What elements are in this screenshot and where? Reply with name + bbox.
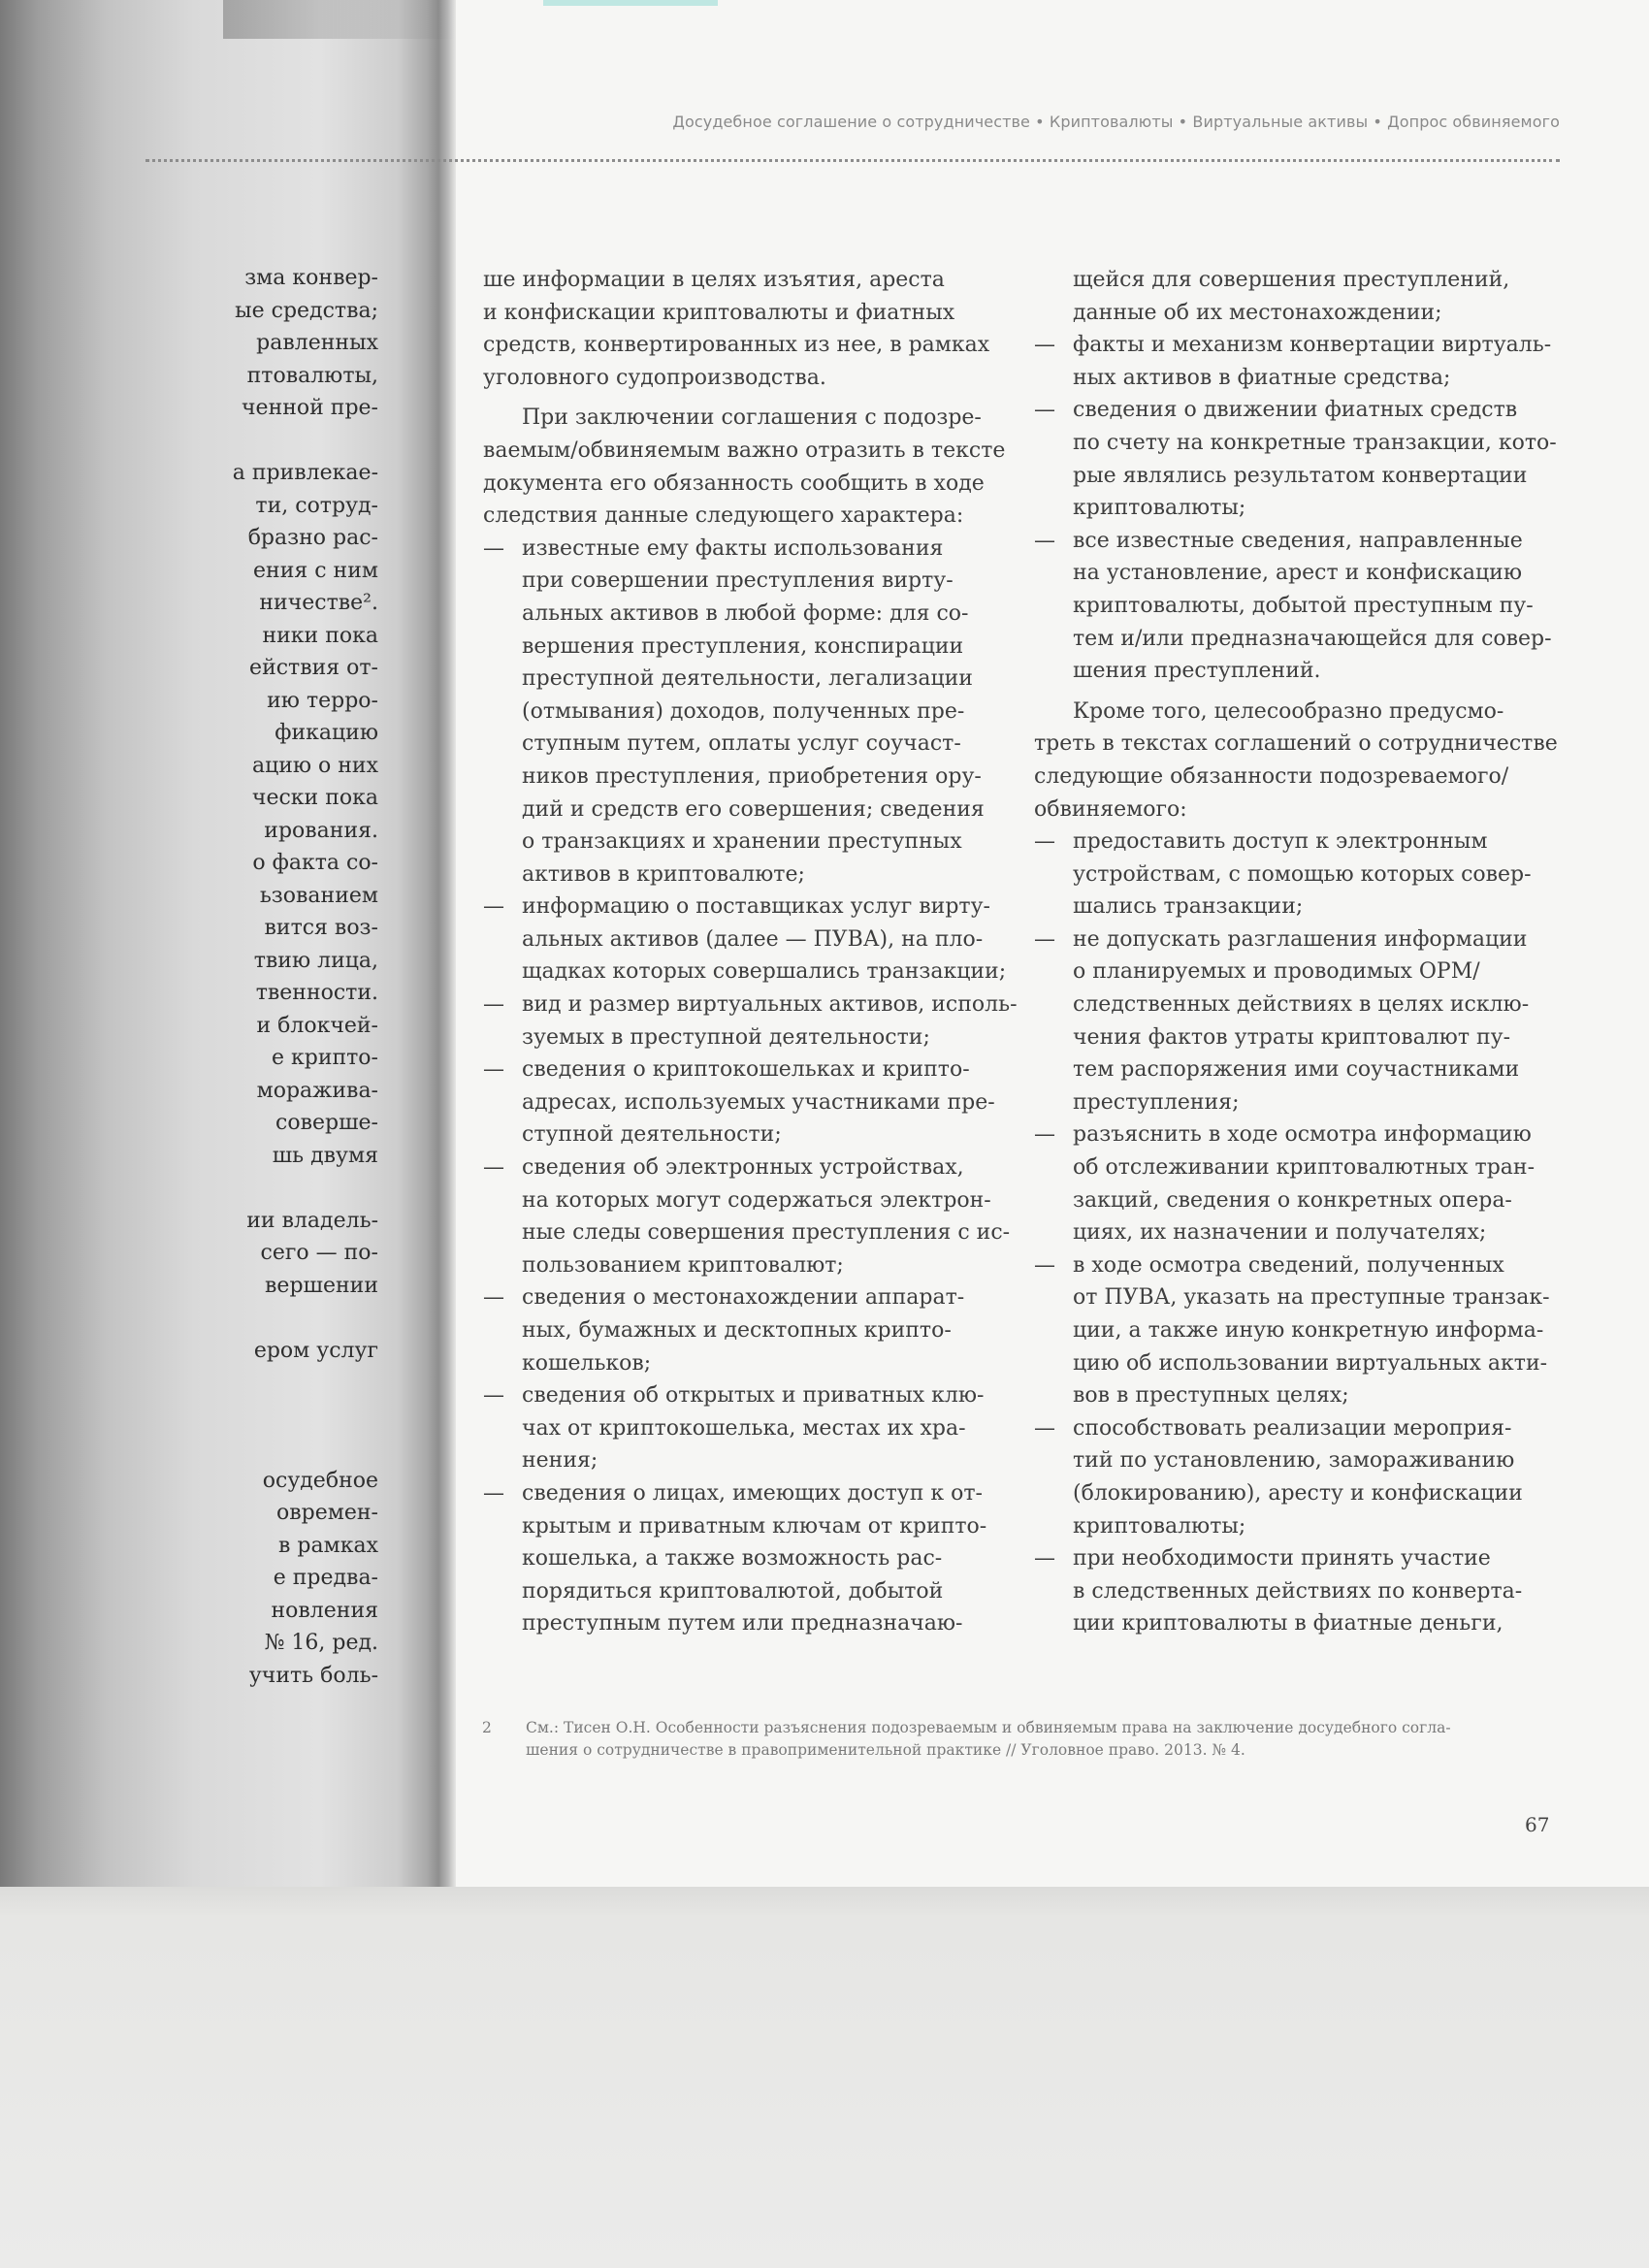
left-page-fragment: № 16, ред. [264, 1631, 378, 1655]
list-item [483, 533, 1007, 891]
page-number: 67 [1525, 1813, 1550, 1836]
text-line: Кроме того, целесообразно предусмо- [1073, 698, 1504, 724]
text-line: преступным путем или предназначаю- [522, 1611, 963, 1636]
left-page-fragment: ействия от- [249, 656, 378, 680]
text-line: тем распоряжения ими соучастниками [1073, 1057, 1520, 1083]
left-page-fragment [213, 1302, 378, 1335]
text-line: — предоставить доступ к электронным [1034, 826, 1563, 859]
footnote [482, 1717, 1564, 1762]
left-page-fragment: мораживa- [256, 1078, 378, 1103]
text-line: — вид и размер виртуальных активов, исполь- [483, 988, 1007, 1021]
text-line: на которых могут содержаться электрон- [522, 1187, 991, 1213]
text-line: ступной деятельности; [522, 1122, 782, 1148]
text-line: средств, конвертированных из нее, в рамках [483, 333, 990, 358]
text-line: — факты и механизм конвертации виртуаль- [1034, 329, 1563, 362]
text-line: — при необходимости принять участие [1034, 1542, 1563, 1575]
left-page-fragment: сего — по- [260, 1241, 378, 1265]
list-item [483, 1053, 1007, 1151]
left-page-fragment [213, 1172, 378, 1205]
text-line: ваемым/обвиняемым важно отразить в тексте [483, 437, 1006, 463]
left-page-fragment: овремен- [276, 1501, 378, 1525]
footnote-number: 2 [482, 1719, 492, 1736]
text-line: документа его обязанность сообщить в ходе [483, 470, 985, 496]
paragraph-continued [483, 264, 1007, 394]
left-page-fragment: ники пока [262, 623, 378, 648]
text-line: чах от криптокошелька, местах их хра- [522, 1415, 966, 1441]
text-line: шения преступлений. [1073, 659, 1321, 684]
left-page-fragment: а привлекае- [232, 461, 378, 485]
left-page-fragment: шь двумя [272, 1143, 378, 1168]
list-item [1034, 394, 1563, 524]
header-accent-tab [543, 0, 718, 6]
text-line: — не допускать разглашения информации [1034, 923, 1563, 956]
left-page-fragment: фикацию [275, 721, 378, 745]
header-dotted-rule [146, 159, 1560, 162]
text-line: — способствовать реализации мероприя- [1034, 1412, 1563, 1445]
text-line: в следственных действиях по конверта- [1073, 1578, 1523, 1604]
text-line: тий по установлению, замораживанию [1073, 1448, 1515, 1474]
footnote-text-line-1: См.: Тисен О.Н. Особенности разъяснения подозреваемым и обвиняемым права на заключение досудебного согла- [526, 1719, 1451, 1736]
text-line: на установление, арест и конфискацию [1073, 561, 1522, 586]
text-line: закций, сведения о конкретных опера- [1073, 1187, 1512, 1213]
text-line: крытым и приватным ключам от крипто- [522, 1513, 987, 1539]
footnote-text-line-2: шения о сотрудничестве в правоприменительной практике // Уголовное право. 2013. № 4. [526, 1741, 1245, 1759]
text-line: ше информации в целях изъятия, ареста [483, 268, 945, 292]
text-line: щадках которых совершались транзакции; [522, 959, 1007, 985]
text-column-2 [1034, 264, 1563, 1640]
text-line: (блокированию), аресту и конфискации [1073, 1480, 1523, 1506]
list-item [1034, 1118, 1563, 1248]
text-line: дий и средств его совершения; сведения [522, 796, 985, 822]
list-item [1034, 1412, 1563, 1542]
text-line: нения; [522, 1448, 598, 1474]
dash-list [1034, 826, 1563, 1640]
text-line: — сведения о лицах, имеющих доступ к от- [483, 1477, 1007, 1510]
text-line: — все известные сведения, направленные [1034, 525, 1563, 558]
left-page-fragment: ером услуг [253, 1338, 378, 1363]
left-page-fragment: осудебное [262, 1468, 378, 1493]
left-page-fragment: зма конвер- [244, 266, 378, 290]
scan-background [0, 1887, 1649, 2268]
text-line: чения фактов утраты криптовалют пу- [1073, 1024, 1511, 1050]
text-line: данные об их местонахождении; [1073, 300, 1442, 325]
text-line: пользованием криптовалют; [522, 1252, 844, 1278]
text-line: тем и/или предназначающейся для совер- [1073, 626, 1552, 651]
text-line: вов в преступных целях; [1073, 1383, 1349, 1409]
paragraph [1034, 696, 1563, 826]
text-line: следственных действиях в целях исклю- [1073, 992, 1530, 1018]
text-line: ступным путем, оплаты услуг соучаст- [522, 731, 961, 757]
left-page-fragment: ьзованием [259, 883, 378, 908]
list-item-continued [1034, 264, 1563, 329]
list-item [483, 1281, 1007, 1379]
left-page-fragment: вится воз- [264, 916, 378, 940]
gutter-top-shadow [223, 0, 456, 39]
text-line: по счету на конкретные транзакции, кото- [1073, 430, 1557, 455]
text-line: — сведения о движении фиатных средств [1034, 394, 1563, 427]
left-page-fragment: птовалюты, [246, 363, 378, 388]
left-page-fragment: твию лица, [253, 948, 378, 973]
text-line: преступления; [1073, 1089, 1240, 1115]
left-page-fragment: равленных [256, 331, 378, 355]
text-line: криптовалюты; [1073, 1513, 1246, 1539]
text-line: об отслеживании криптовалютных тран- [1073, 1155, 1536, 1181]
text-line: о планируемых и проводимых ОРМ/ [1073, 959, 1480, 985]
paragraph [483, 402, 1007, 532]
text-line: обвиняемого: [1034, 796, 1187, 822]
left-page-fragment: е крипто- [271, 1046, 378, 1070]
text-line: кошельков; [522, 1350, 652, 1376]
left-page-fragment: бразно рас- [247, 526, 378, 550]
text-line: ных, бумажных и десктопных крипто- [522, 1318, 952, 1343]
left-page-fragment [213, 1400, 378, 1433]
dash-list [1034, 329, 1563, 688]
text-line: — известные ему факты использования [483, 533, 1007, 566]
list-item [483, 988, 1018, 1053]
list-item [1034, 826, 1563, 923]
list-item [1034, 1542, 1563, 1640]
text-line: криптовалюты, добытой преступным пу- [1073, 593, 1534, 618]
left-page-fragment [213, 425, 378, 458]
text-line: криптовалюты; [1073, 496, 1246, 521]
text-line: устройствам, с помощью которых совер- [1073, 861, 1532, 887]
text-line: альных активов в любой форме: для со- [522, 600, 969, 626]
text-line: и конфискации криптовалюты и фиатных [483, 300, 955, 325]
left-page-fragment: ые средства; [235, 298, 378, 323]
left-page-fragment: ирования. [264, 818, 378, 843]
text-line: следующие обязанности подозреваемого/ [1034, 763, 1509, 789]
text-line: зуемых в преступной деятельности; [522, 1024, 930, 1050]
text-line: — информацию о поставщиках услуг вирту- [483, 891, 1007, 923]
list-item [1034, 923, 1563, 1119]
left-page-fragment: твенности. [255, 981, 378, 1005]
list-item [483, 891, 1007, 988]
left-page-fragment: в рамках [278, 1533, 378, 1558]
list-item [1034, 525, 1563, 688]
left-page-fragment: учить боль- [248, 1663, 378, 1688]
text-line: рые являлись результатом конвертации [1073, 463, 1528, 488]
list-item [483, 1379, 1007, 1477]
left-page-fragment: совершe- [275, 1111, 378, 1135]
text-line: ции криптовалюты в фиатные деньги, [1073, 1611, 1504, 1636]
text-line: при совершении преступления вирту- [522, 568, 954, 594]
text-line: циях, их назначении и получателях; [1073, 1220, 1487, 1246]
text-line: — сведения о криптокошельках и крипто- [483, 1053, 1007, 1086]
left-page-fragment: е предва- [273, 1566, 378, 1590]
text-line: ников преступления, приобретения ору- [522, 763, 982, 789]
text-line: — в ходе осмотра сведений, полученных [1034, 1249, 1563, 1282]
text-line: ции, а также иную конкретную информа- [1073, 1318, 1544, 1343]
text-line: — сведения об открытых и приватных клю- [483, 1379, 1007, 1412]
list-item [483, 1151, 1011, 1281]
left-page-fragment: ничестве². [259, 591, 378, 615]
left-page-fragment: новления [271, 1598, 378, 1623]
left-page-fragment: ти, сотруд- [255, 493, 378, 518]
running-head: Досудебное соглашение о сотрудничестве • Криптовалюты • Виртуальные активы • Допрос обвиняемого [672, 113, 1560, 131]
left-page-fragment: ию терро- [267, 688, 378, 713]
text-line: — разъяснить в ходе осмотра информацию [1034, 1118, 1563, 1151]
text-line: При заключении соглашения с подозре- [522, 405, 982, 431]
text-line: альных активов (далее — ПУВА), на пло- [522, 926, 984, 952]
left-page-fragment: ацию о них [251, 753, 378, 778]
text-line: ные следы совершения преступления с ис- [522, 1220, 1011, 1246]
text-line: — сведения о местонахождении аппарат- [483, 1281, 1007, 1314]
left-page-fragment [213, 1432, 378, 1465]
text-line: щейся для совершения преступлений, [1073, 268, 1510, 292]
text-line: порядиться криптовалютой, добытой [522, 1578, 944, 1604]
left-page-fragment: вершении [265, 1273, 378, 1298]
text-line: (отмывания) доходов, полученных пре- [522, 698, 965, 724]
left-page-fragments [213, 262, 378, 1692]
left-page-fragment: ченной пре- [242, 396, 378, 420]
text-line: цию об использовании виртуальных акти- [1073, 1350, 1548, 1376]
dash-list [483, 533, 1018, 1640]
text-line: активов в криптовалюте; [522, 861, 805, 887]
left-page-fragment: ения с ним [253, 558, 378, 583]
text-line: кошелька, а также возможность рас- [522, 1546, 943, 1571]
text-line: следствия данные следующего характера: [483, 503, 964, 529]
text-line: уголовного судопроизводства. [483, 365, 826, 390]
text-line: преступной деятельности, легализации [522, 666, 973, 692]
text-line: ных активов в фиатные средства; [1073, 365, 1451, 390]
text-column-1 [483, 264, 1018, 1640]
text-line: о транзакциях и хранении преступных [522, 829, 962, 855]
text-line: треть в текстах соглашений о сотрудничестве [1034, 731, 1558, 757]
text-line: — сведения об электронных устройствах, [483, 1151, 1007, 1184]
left-page-fragment: чески пока [251, 786, 378, 810]
left-page-fragment: и блокчей- [256, 1013, 378, 1038]
text-line: вершения преступления, конспирации [522, 633, 964, 659]
left-page-fragment: ии владель- [246, 1208, 378, 1233]
text-line: адресах, используемых участниками пре- [522, 1089, 995, 1115]
list-item [1034, 329, 1563, 394]
left-page-fragment: о факта со- [252, 851, 378, 875]
left-page-fragment [213, 1367, 378, 1400]
text-line: от ПУВА, указать на преступные транзак- [1073, 1285, 1550, 1311]
text-line: шались транзакции; [1073, 894, 1304, 920]
list-item [1034, 1249, 1563, 1412]
list-item [483, 1477, 1007, 1640]
